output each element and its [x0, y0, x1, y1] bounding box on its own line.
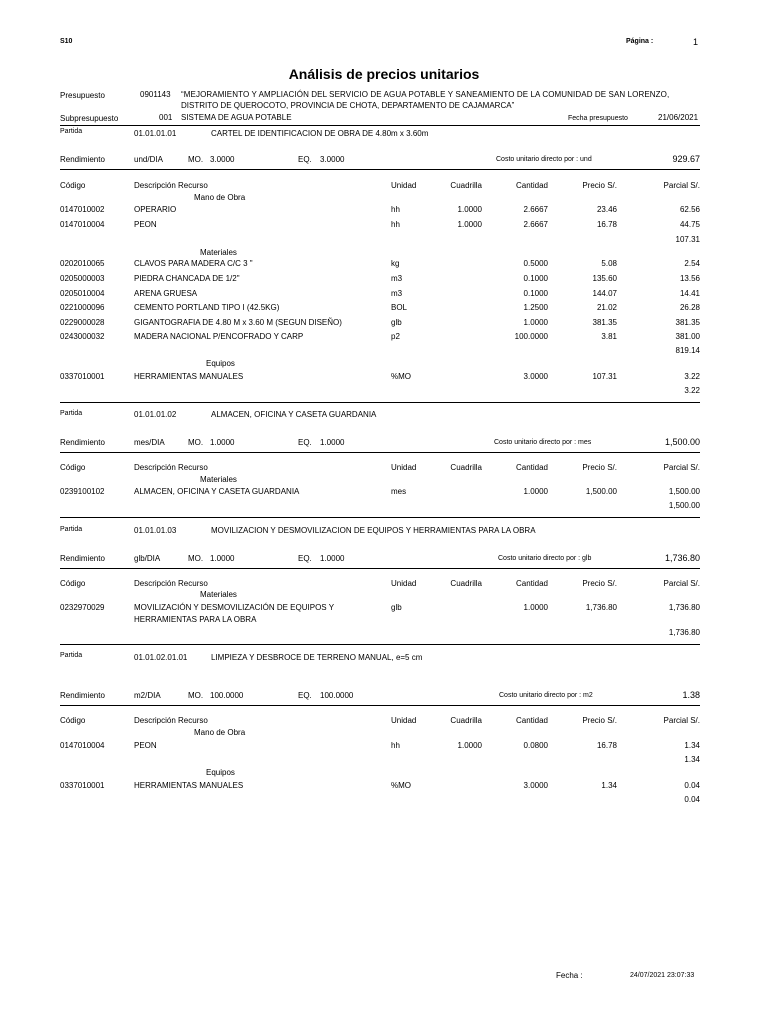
partida-label: Partida	[60, 128, 83, 135]
row-unit: hh	[391, 205, 400, 214]
group-title: Mano de Obra	[194, 728, 246, 737]
row-unit: mes	[391, 487, 407, 496]
row-cuadrilla: 1.0000	[457, 220, 482, 229]
col-parcial: Parcial S/.	[663, 463, 700, 472]
partida-label: Partida	[60, 652, 83, 659]
partida-label: Partida	[60, 526, 83, 533]
col-cantidad: Cantidad	[515, 181, 548, 190]
presupuesto-name-line1: “MEJORAMIENTO Y AMPLIACIÓN DEL SERVICIO DE AGUA POTABLE Y SANEAMIENTO DE LA COMUNIDAD DE SAN LORENZO,	[181, 90, 670, 99]
col-unidad: Unidad	[391, 181, 417, 190]
row-precio: 21.02	[596, 303, 617, 312]
row-cantidad: 0.1000	[523, 289, 548, 298]
col-unidad: Unidad	[391, 579, 417, 588]
row-desc: GIGANTOGRAFIA DE 4.80 M x 3.60 M (SEGUN DISEÑO)	[134, 318, 342, 327]
col-codigo: Código	[60, 463, 86, 472]
partida-label: Partida	[60, 410, 83, 417]
row-cuadrilla: 1.0000	[457, 205, 482, 214]
costo-unitario-label: Costo unitario directo por : glb	[498, 555, 592, 562]
row-precio: 16.78	[596, 741, 617, 750]
costo-unitario-label: Costo unitario directo por : m2	[499, 692, 593, 699]
partida-code: 01.01.01.02	[134, 410, 177, 419]
report-code: S10	[60, 38, 73, 45]
row-desc: PEON	[134, 741, 157, 750]
col-descripcion: Descripción Recurso	[134, 181, 208, 190]
row-unit: hh	[391, 741, 400, 750]
page-label: Página :	[626, 38, 654, 45]
eq-label: EQ.	[298, 554, 312, 563]
row-cantidad: 2.6667	[523, 220, 548, 229]
row-parcial: 1,500.00	[668, 487, 700, 496]
row-code: 0337010001	[60, 372, 105, 381]
costo-unitario-value: 1,736.80	[664, 553, 700, 563]
rendimiento-label: Rendimiento	[60, 155, 105, 164]
partida-name: ALMACEN, OFICINA Y CASETA GUARDANIA	[211, 410, 377, 419]
partida-name: CARTEL DE IDENTIFICACION DE OBRA DE 4.80m x 3.60m	[211, 129, 429, 138]
row-precio: 23.46	[596, 205, 617, 214]
group-subtotal: 1,500.00	[668, 501, 700, 510]
row-code: 0232970029	[60, 603, 105, 612]
col-cuadrilla: Cuadrilla	[450, 463, 482, 472]
divider	[60, 517, 700, 518]
divider	[60, 402, 700, 403]
group-title: Mano de Obra	[194, 193, 246, 202]
row-unit: kg	[391, 259, 400, 268]
row-code: 0337010001	[60, 781, 105, 790]
col-cuadrilla: Cuadrilla	[450, 716, 482, 725]
row-code: 0202010065	[60, 259, 105, 268]
row-unit: p2	[391, 332, 400, 341]
partida-name: LIMPIEZA Y DESBROCE DE TERRENO MANUAL, e=5 cm	[211, 653, 423, 662]
row-desc-continued: HERRAMIENTAS PARA LA OBRA	[134, 615, 257, 624]
row-desc: MADERA NACIONAL P/ENCOFRADO Y CARP	[134, 332, 304, 341]
col-cantidad: Cantidad	[515, 579, 548, 588]
col-cuadrilla: Cuadrilla	[450, 579, 482, 588]
col-cantidad: Cantidad	[515, 463, 548, 472]
costo-unitario-value: 929.67	[672, 154, 700, 164]
row-cantidad: 2.6667	[523, 205, 548, 214]
row-precio: 1.34	[601, 781, 617, 790]
row-desc: MOVILIZACIÓN Y DESMOVILIZACIÓN DE EQUIPOS Y	[134, 603, 335, 612]
fecha-presupuesto-label: Fecha presupuesto	[568, 115, 628, 122]
group-title: Materiales	[200, 475, 237, 484]
eq-label: EQ.	[298, 155, 312, 164]
row-precio: 3.81	[601, 332, 617, 341]
partida-code: 01.01.01.01	[134, 129, 177, 138]
presupuesto-label: Presupuesto	[60, 91, 105, 100]
rendimiento-value: mes/DIA	[134, 438, 165, 447]
subpresupuesto-code: 001	[159, 113, 173, 122]
row-code: 0147010002	[60, 205, 105, 214]
mo-label: MO.	[188, 691, 204, 700]
group-subtotal: 107.31	[675, 235, 700, 244]
row-cantidad: 0.5000	[523, 259, 548, 268]
row-cantidad: 0.1000	[523, 274, 548, 283]
rendimiento-label: Rendimiento	[60, 554, 105, 563]
row-parcial: 1.34	[684, 741, 700, 750]
row-cantidad: 3.0000	[523, 372, 548, 381]
row-parcial: 26.28	[679, 303, 700, 312]
partida-code: 01.01.02.01.01	[134, 653, 188, 662]
row-precio: 381.35	[592, 318, 617, 327]
row-unit: %MO	[391, 781, 411, 790]
row-cantidad: 100.0000	[514, 332, 548, 341]
page-title: Análisis de precios unitarios	[288, 66, 480, 82]
row-cantidad: 1.2500	[523, 303, 548, 312]
group-title: Equipos	[206, 359, 235, 368]
row-code: 0147010004	[60, 741, 105, 750]
partida-code: 01.01.01.03	[134, 526, 177, 535]
row-parcial: 14.41	[679, 289, 700, 298]
row-unit: hh	[391, 220, 400, 229]
row-precio: 16.78	[596, 220, 617, 229]
eq-value: 100.0000	[320, 691, 354, 700]
row-code: 0239100102	[60, 487, 105, 496]
partida-name: MOVILIZACION Y DESMOVILIZACION DE EQUIPOS Y HERRAMIENTAS PARA LA OBRA	[211, 526, 536, 535]
col-unidad: Unidad	[391, 716, 417, 725]
row-cuadrilla: 1.0000	[457, 741, 482, 750]
rendimiento-label: Rendimiento	[60, 691, 105, 700]
group-subtotal: 3.22	[684, 386, 700, 395]
costo-unitario-label: Costo unitario directo por : mes	[494, 439, 592, 446]
col-cuadrilla: Cuadrilla	[450, 181, 482, 190]
page-number: 1	[693, 37, 699, 47]
row-unit: BOL	[391, 303, 408, 312]
row-desc: ALMACEN, OFICINA Y CASETA GUARDANIA	[134, 487, 300, 496]
group-title: Equipos	[206, 768, 235, 777]
row-unit: m3	[391, 289, 403, 298]
row-cantidad: 1.0000	[523, 487, 548, 496]
col-precio: Precio S/.	[582, 463, 617, 472]
row-cantidad: 1.0000	[523, 603, 548, 612]
row-parcial: 381.00	[675, 332, 700, 341]
presupuesto-name-line2: DISTRITO DE QUEROCOTO, PROVINCIA DE CHOTA, DEPARTAMENTO DE CAJAMARCA”	[181, 101, 515, 110]
row-parcial: 381.35	[675, 318, 700, 327]
rendimiento-value: m2/DIA	[134, 691, 161, 700]
row-desc: CEMENTO PORTLAND TIPO I (42.5KG)	[134, 303, 280, 312]
eq-label: EQ.	[298, 691, 312, 700]
col-codigo: Código	[60, 716, 86, 725]
row-unit: glb	[391, 318, 402, 327]
col-precio: Precio S/.	[582, 181, 617, 190]
row-desc: HERRAMIENTAS MANUALES	[134, 372, 244, 381]
row-cantidad: 1.0000	[523, 318, 548, 327]
mo-value: 1.0000	[210, 554, 235, 563]
fecha-presupuesto-value: 21/06/2021	[658, 113, 699, 122]
rendimiento-value: und/DIA	[134, 155, 163, 164]
costo-unitario-label: Costo unitario directo por : und	[496, 156, 592, 163]
row-code: 0243000032	[60, 332, 105, 341]
row-desc: HERRAMIENTAS MANUALES	[134, 781, 244, 790]
col-descripcion: Descripción Recurso	[134, 716, 208, 725]
row-unit: glb	[391, 603, 402, 612]
col-descripcion: Descripción Recurso	[134, 579, 208, 588]
group-subtotal: 1.34	[684, 755, 700, 764]
mo-value: 100.0000	[210, 691, 244, 700]
row-unit: %MO	[391, 372, 411, 381]
subpresupuesto-label: Subpresupuesto	[60, 114, 119, 123]
row-desc: ARENA GRUESA	[134, 289, 198, 298]
eq-value: 3.0000	[320, 155, 345, 164]
row-unit: m3	[391, 274, 403, 283]
group-subtotal: 0.04	[684, 795, 700, 804]
row-code: 0147010004	[60, 220, 105, 229]
group-subtotal: 1,736.80	[668, 628, 700, 637]
row-desc: OPERARIO	[134, 205, 177, 214]
row-parcial: 2.54	[684, 259, 700, 268]
row-parcial: 3.22	[684, 372, 700, 381]
row-cantidad: 3.0000	[523, 781, 548, 790]
row-precio: 144.07	[592, 289, 617, 298]
divider	[60, 169, 700, 170]
col-codigo: Código	[60, 181, 86, 190]
eq-value: 1.0000	[320, 438, 345, 447]
row-precio: 135.60	[592, 274, 617, 283]
row-parcial: 0.04	[684, 781, 700, 790]
divider	[60, 644, 700, 645]
row-parcial: 13.56	[679, 274, 700, 283]
divider	[60, 705, 700, 706]
row-code: 0229000028	[60, 318, 105, 327]
row-parcial: 62.56	[679, 205, 700, 214]
rendimiento-value: glb/DIA	[134, 554, 161, 563]
row-desc: PIEDRA CHANCADA DE 1/2"	[134, 274, 240, 283]
col-precio: Precio S/.	[582, 716, 617, 725]
mo-label: MO.	[188, 155, 204, 164]
mo-value: 1.0000	[210, 438, 235, 447]
divider	[60, 568, 700, 569]
group-subtotal: 819.14	[675, 346, 700, 355]
row-precio: 5.08	[601, 259, 617, 268]
eq-value: 1.0000	[320, 554, 345, 563]
row-precio: 107.31	[592, 372, 617, 381]
row-precio: 1,736.80	[585, 603, 617, 612]
row-precio: 1,500.00	[585, 487, 617, 496]
row-parcial: 44.75	[679, 220, 700, 229]
row-desc: CLAVOS PARA MADERA C/C 3 "	[134, 259, 253, 268]
mo-value: 3.0000	[210, 155, 235, 164]
divider	[60, 452, 700, 453]
subpresupuesto-name: SISTEMA DE AGUA POTABLE	[181, 113, 292, 122]
presupuesto-code: 0901143	[140, 90, 171, 99]
row-code: 0205000003	[60, 274, 105, 283]
col-cantidad: Cantidad	[515, 716, 548, 725]
col-parcial: Parcial S/.	[663, 181, 700, 190]
group-title: Materiales	[200, 248, 237, 257]
rendimiento-label: Rendimiento	[60, 438, 105, 447]
group-title: Materiales	[200, 590, 237, 599]
mo-label: MO.	[188, 438, 204, 447]
row-desc: PEON	[134, 220, 157, 229]
row-code: 0221000096	[60, 303, 105, 312]
col-descripcion: Descripción Recurso	[134, 463, 208, 472]
costo-unitario-value: 1.38	[682, 690, 700, 700]
col-precio: Precio S/.	[582, 579, 617, 588]
mo-label: MO.	[188, 554, 204, 563]
col-unidad: Unidad	[391, 463, 417, 472]
header-divider	[60, 125, 700, 126]
row-code: 0205010004	[60, 289, 105, 298]
footer-fecha-label: Fecha :	[556, 971, 583, 980]
costo-unitario-value: 1,500.00	[664, 437, 700, 447]
footer-fecha-value: 24/07/2021 23:07:33	[630, 972, 695, 979]
col-codigo: Código	[60, 579, 86, 588]
col-parcial: Parcial S/.	[663, 579, 700, 588]
col-parcial: Parcial S/.	[663, 716, 700, 725]
row-cantidad: 0.0800	[523, 741, 548, 750]
row-parcial: 1,736.80	[668, 603, 700, 612]
eq-label: EQ.	[298, 438, 312, 447]
